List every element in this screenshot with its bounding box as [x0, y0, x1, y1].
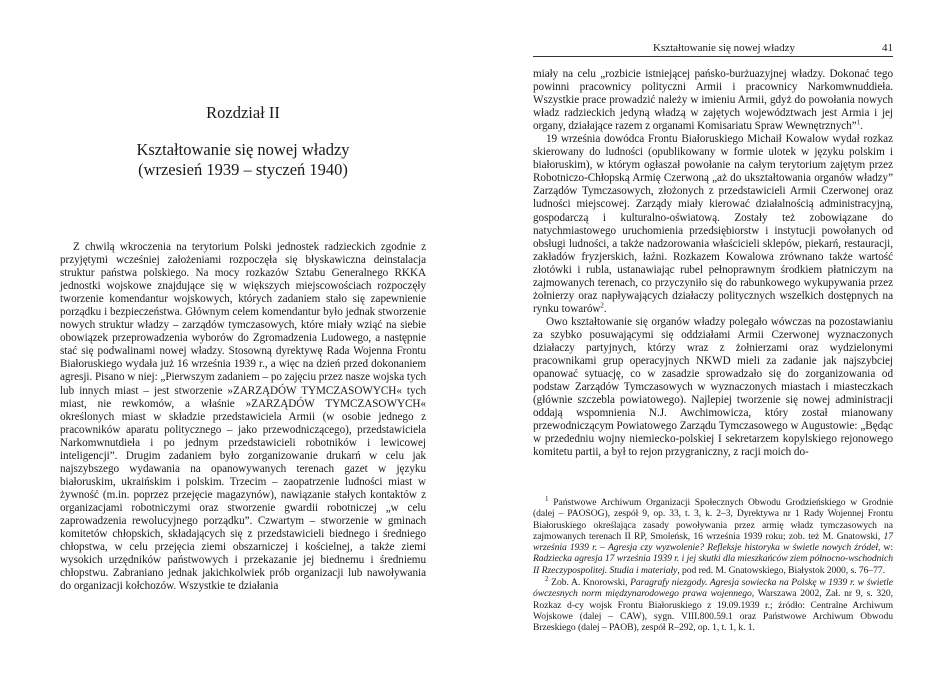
paragraph-text: 19 września dowódca Frontu Białoruskiego Michaił Kowalow wydał rozkaz skierowany do ludności (opublikowany w formie ulotek w języku polskim i białoruskim), w którym ogłaszał powołanie na całym terytorium zajętym przez Robotniczo-Chłopską Armię Czerwoną „aż do ukształtowania organów władzy” Zarządów Tymczasowych, złożonych z przedstawicieli Armii Czerwonej oraz ludności miejscowej. Zarządy miały kierować działalnością administracyjną, gospodarczą i kulturalno-oświatową. Zostały też zobowiązane do natychmiastowego uruchomienia przedsiębiorstw i instytucji powołanych od obsługi ludności, a także nadzorowania właścicieli sklepów, piekarń, restauracji, zakładów fryzjerskich, łaźni. Rozkazem Kowalowa zrównano także wartość złotówki i rubla, ustanawiając rubel pełnoprawnym środkiem płatniczym na zajmowanych terenach, co przyczyniło się do rabunkowego wykupywania przez żołnierzy oraz napływających działaczy politycznych wszelkich dostępnych na rynku towarów [533, 133, 893, 315]
footnote-text: Zob. A. Knorowski, [548, 577, 631, 589]
paragraph: Z chwilą wkroczenia na terytorium Polski jednostek radzieckich zgodnie z przyjętymi wcześniej założeniami rozpoczęła się błyskawiczna deinstalacja struktur państwa polskiego. Na mocy rozkazów Sztabu Generalnego RKKA jednostki wojskowe znajdujące się w większych miejscowościach rozpoczęły tworzenie komendantur wojskowych, których zadaniem stało się zapewnienie porządku i bezpieczeństwa. Głównym celem komendantur było jednak stworzenie nowych struktur władzy – zarządów tymczasowych, które miały wziąć na siebie obowiązek przeprowadzenia wyborów do Zgromadzenia Ludowego, a następnie stać się podwalinami nowej władzy. Stosowną dyrektywę Rada Wojenna Frontu Białoruskiego wydała już 16 września 1939 r., a więc na dzień przed dokonaniem agresji. Pisano w niej: „Pierwszym zadaniem – po zajęciu przez nasze wojska tych lub innych miast – jest stworzenie »ZARZĄDÓW TYMCZASOWYCH« tych miast, nie rewkomów, a właśnie »ZARZĄDÓW TYMCZASOWYCH« określonych miast w składzie przedstawiciela Armii (w osobie jednego z pracowników aparatu politycznego – jako przewodniczącego), przedstawiciela Narkomwnutdieła i po jednym przedstawicieli robotników i lewicowej inteligencji”. Drugim zadaniem było zorganizowanie drukarń w celu jak najszybszego wydawania na opanowywanych terenach gazet w języku białoruskim, ukraińskim i polskim. Trzecim – zaopatrzenie ludności miast w żywność (m.in. poprzez przejęcie magazynów), nawiązanie stałych kontaktów z organizacjami robotniczymi oraz stworzenie gwardii robotniczej „w celu zaprowadzenia rewolucyjnego porządku”. Czwartym – stworzenie w gminach komitetów chłopskich, składających się z przedstawicieli biednego i średniego chłopstwa, w celu przejęcia ziemi obszarniczej i kościelnej, a także ziemi wysokich urzędników państwowych i przekazanie jej biednemu i średniemu chłopstwu. Zabraniano jednak jakichkolwiek prób organizacji lub nawoływania do organizacji kołchozów. Wszystkie te działania [60, 241, 426, 593]
page-number: 41 [882, 42, 893, 54]
footnote-2 [533, 574, 893, 634]
footnote-title: 17 września 1939 r. – Agresja czy wyzwolenie? Refleksje historyka w świetle nowych źródeł [533, 530, 893, 554]
paragraph-end: . [603, 302, 607, 315]
paragraph [533, 68, 893, 133]
footnote-title: Radziecka agresja 17 września 1939 r. i jej skutki dla mieszkańców ziem północno-wschodnich II Rzeczypospolitej. Studia i materiały [533, 553, 893, 576]
footnote-text: Państwowe Archiwum Organizacji Społecznych Obwodu Grodzieńskiego w Grodnie (dalej – PAOSOG), zespół 9, op. 33, t. 3, k. 2–3, Dyrektywa nr 1 Rady Wojennej Frontu Białoruskiego określająca zasady powoływania przez armię władz tymczasowych na zajmowanych terenach II RP, Smoleńsk, 16 września 1939 roku; zob. też M. Gnatowski, [533, 497, 893, 542]
footnote-text: , w: [877, 542, 893, 554]
chapter-title [60, 140, 426, 180]
footnote-1 [533, 494, 893, 576]
paragraph-text: miały na celu „rozbicie istniejącej pańsko-burżuazyjnej władzy. Dokonać tego powinni pracownicy polityczni Armii i pracownicy Narkomwnuddieła. Wszystkie prace prowadzić należy w imieniu Armii, gdyż do powołania nowych władz radzieckich jedyną władzą w zajętych województwach jest Armia i jej organy, działające razem z organami Komisariatu Spraw Wewnętrznych” [533, 68, 893, 133]
footnote-text: , pod red. M. Gnatowskiego, Białystok 2000, s. 76–77. [677, 564, 885, 576]
footnote-title: Paragrafy niezgody. Agresja sowiecka na Polskę w 1939 r. w świetle ówczesnych norm międzynarodowego prawa wojennego [533, 577, 893, 600]
paragraph: Owo kształtowanie się organów władzy polegało wówczas na pozostawianiu za szybko posuwającymi się oddziałami Armii Czerwonej wyznaczonych działaczy partyjnych, którzy wraz z żołnierzami oraz wydzielonymi pracownikami grup operacyjnych NKWD mieli za zadanie jak najszybciej opanować sytuację, co w zasadzie sprowadzało się do zorganizowania od podstaw Zarządów Tymczasowych w wyznaczonych miastach i miasteczkach (głównie szczebla powiatowego). Najlepiej tworzenie się nowej administracji oddają wspomnienia N.J. Awchimowicza, który został mianowany przewodniczącym Powiatowego Zarządu Tymczasowego w Augustowie: „Będąc w przededniu wojny niemiecko-polskiej I sekretarzem kopylskiego rejonowego komitetu partii, a był to rejon przygraniczny, z racji moich do- [533, 315, 893, 459]
footnotes [533, 494, 893, 634]
footnote-number: 2 [545, 574, 549, 583]
paragraph-end: . [860, 120, 863, 133]
right-body-text [533, 68, 893, 459]
running-head [533, 42, 893, 57]
chapter-title-dates: (wrzesień 1939 – styczeń 1940) [138, 160, 348, 179]
footnote-number: 1 [545, 494, 549, 503]
chapter-title-line: Kształtowanie się nowej władzy [136, 140, 350, 159]
paragraph [533, 133, 893, 316]
footnote-ref[interactable]: 2 [600, 301, 604, 310]
footnote-text: , Warszawa 2002, Zał. nr 9, s. 320, Rozkaz d-cy wojsk Frontu Białoruskiego z 19.09.1939 r.; źródło: Centralne Archiwum Wojskowe (dalej – CAW), sygn. VIII.800.59.1 oraz Państwowe Archiwum Obwodu Brzeskiego (dalej – PAOB), zespół R–292, op. 1, t. 1, k. 1. [533, 588, 893, 634]
running-title: Kształtowanie się nowej władzy [653, 42, 796, 54]
left-body-text [60, 241, 426, 593]
footnote-ref[interactable]: 1 [856, 118, 861, 127]
chapter-number: Rozdział II [206, 103, 280, 122]
